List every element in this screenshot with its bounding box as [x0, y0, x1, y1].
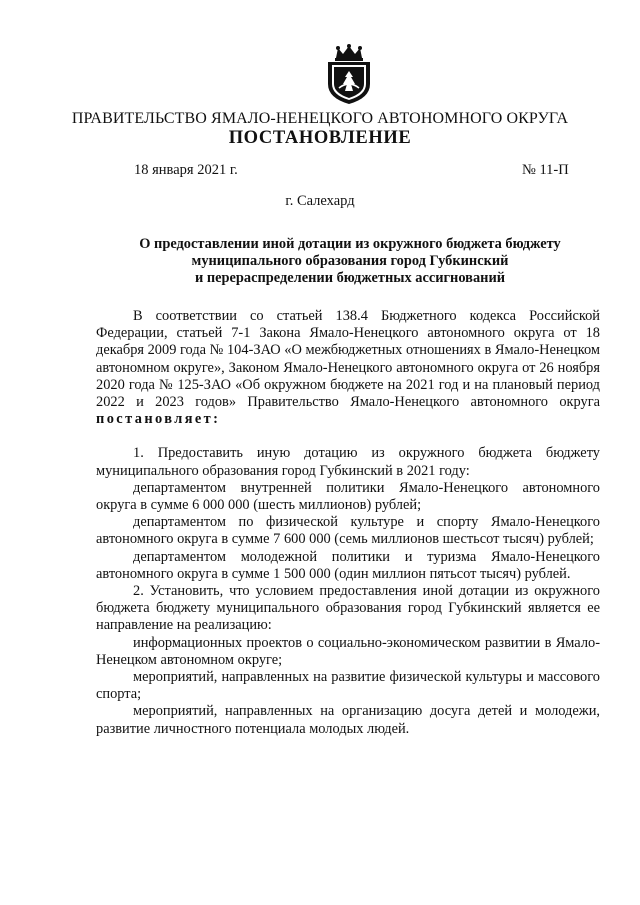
clause-paragraph: информационных проектов о социально-экономическом развитии в Ямало-Ненецком автономном округе; — [96, 634, 600, 668]
preamble-paragraph — [96, 308, 600, 428]
document-subject — [110, 236, 590, 287]
document-date: 18 января 2021 г. — [134, 162, 238, 178]
clause-paragraph: мероприятий, направленных на развитие физической культуры и массового спорта; — [96, 669, 600, 703]
clause-paragraph: департаментом молодежной политики и туризма Ямало-Ненецкого автономного округа в сумме 1 500 000 (один миллион пятьсот тысяч) рублей. — [96, 548, 600, 582]
government-title: ПРАВИТЕЛЬСТВО ЯМАЛО-НЕНЕЦКОГО АВТОНОМНОГО ОКРУГА — [71, 110, 569, 127]
clause-paragraph: департаментом по физической культуре и спорту Ямало-Ненецкого автономного округа в сумме 7 600 000 (семь миллионов шестьсот тысяч) рублей; — [96, 514, 600, 548]
clause-paragraph: мероприятий, направленных на организацию досуга детей и молодежи, развитие личностного потенциала молодых людей. — [96, 703, 600, 737]
subject-line: муниципального образования город Губкинский — [191, 253, 509, 269]
preamble-text: В соответствии со статьей 138.4 Бюджетного кодекса Российской Федерации, статьей 7-1 Закона Ямало-Ненецкого автономного округа от 18 декабря 2009 года № 104-ЗАО «О межбюджетных отношениях в Ямало-Ненецком автономном округе», Законом Ямало-Ненецкого автономного округа от 26 ноября 2020 года № 125-ЗАО «Об окружном бюджете на 2021 год и на плановый период 2022 и 2023 годов» Правительство Ямало-Ненецкого автономного округа — [96, 308, 600, 411]
coat-of-arms-icon — [322, 44, 376, 106]
resolves-word: постановляет: — [96, 411, 221, 428]
subject-line: О предоставлении иной дотации из окружного бюджета бюджету — [139, 236, 561, 252]
document-city: г. Салехард — [285, 193, 355, 209]
clause-paragraph: 2. Установить, что условием предоставления иной дотации из окружного бюджета бюджету муниципального образования город Губкинский является ее направление на реализацию: — [96, 583, 600, 634]
document-type-heading: ПОСТАНОВЛЕНИЕ — [228, 128, 412, 148]
document-number: № 11-П — [522, 162, 569, 178]
clause-paragraph: департаментом внутренней политики Ямало-Ненецкого автономного округа в сумме 6 000 000 (шесть миллионов) рублей; — [96, 479, 600, 514]
subject-line: и перераспределении бюджетных ассигнований — [194, 270, 506, 286]
document-body — [96, 308, 600, 738]
clause-paragraph: 1. Предоставить иную дотацию из окружного бюджета бюджету муниципального образования город Губкинский в 2021 году: — [96, 445, 600, 479]
